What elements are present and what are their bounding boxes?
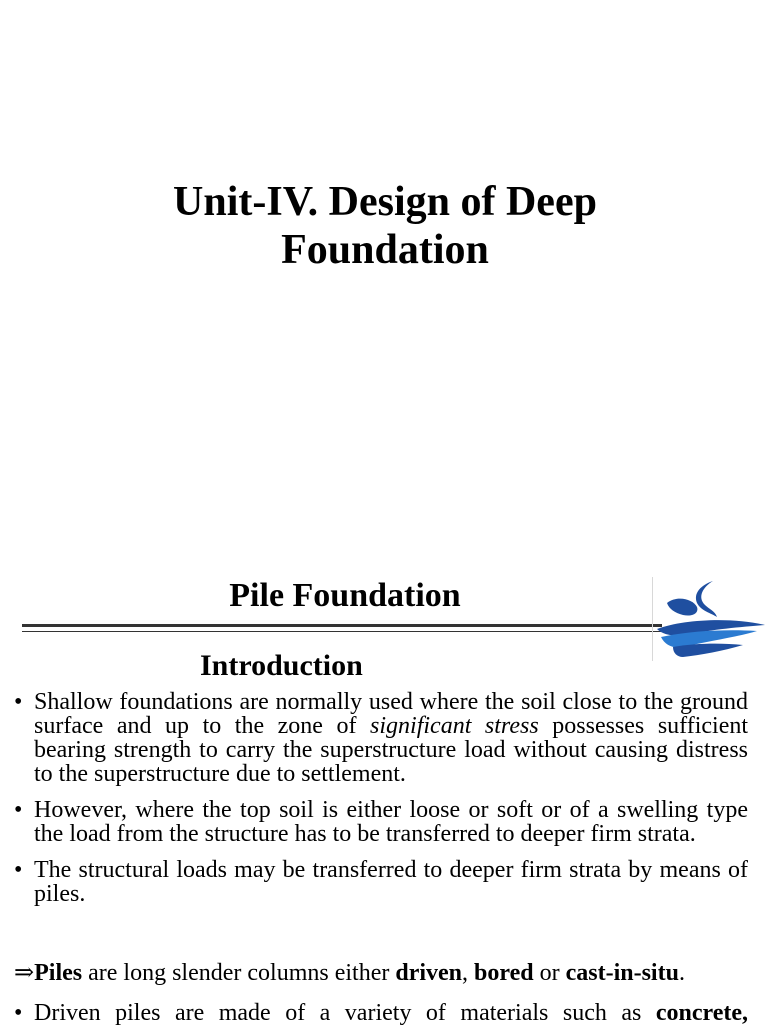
section-subtitle: Introduction [200, 649, 363, 682]
bullet4-bold: concrete, [655, 1001, 748, 1025]
unit-title [0, 178, 768, 274]
implies-arrow-icon: ⇒ [14, 960, 35, 986]
option-cast-in-situ: cast-in-situ [565, 960, 679, 986]
bullet1-emphasis: significant stress [370, 713, 539, 739]
separator-1: , [462, 960, 475, 986]
list-item [14, 798, 748, 846]
term-piles: Piles [34, 960, 83, 986]
unit-title-line1: Unit-IV. Design of Deep [173, 179, 597, 225]
bullet-list [14, 690, 748, 906]
title-rule-thin [22, 631, 662, 632]
institution-logo-icon [652, 577, 768, 661]
unit-title-line2: Foundation [281, 227, 489, 273]
separator-2: or [533, 960, 566, 986]
bullet-marker: • [14, 857, 23, 883]
title-rule-thick [22, 624, 662, 627]
bullet3-text: The structural loads may be transferred to deeper firm strata by means of piles. [34, 857, 748, 907]
bullet2-text: However, where the top soil is either loose or soft or of a swelling type the load from the structure has to be transferred to deeper firm strata. [34, 797, 748, 847]
definition-text: are long slender columns either [82, 960, 396, 986]
slide-title: Pile Foundation [229, 577, 461, 614]
bullet1-text-b: possesses sufficient bearing strength to carry the superstructure load without causing distress to the superstructure due to settlement. [34, 713, 749, 787]
piles-definition [14, 960, 685, 986]
bullet4-text: Driven piles are made of a variety of materials such as [34, 1001, 656, 1025]
list-item [14, 1001, 748, 1025]
bullet-marker: • [14, 1001, 23, 1025]
list-item [14, 690, 748, 786]
bullet-marker: • [14, 689, 23, 715]
bullet1-text-a: Shallow foundations are normally used where the soil close to the ground surface and up to the zone of [34, 689, 748, 739]
option-bored: bored [474, 960, 534, 986]
definition-end: . [678, 960, 685, 986]
bullet-marker: • [14, 797, 23, 823]
logo-graphic [653, 577, 768, 661]
option-driven: driven [395, 960, 463, 986]
list-item [14, 858, 748, 906]
